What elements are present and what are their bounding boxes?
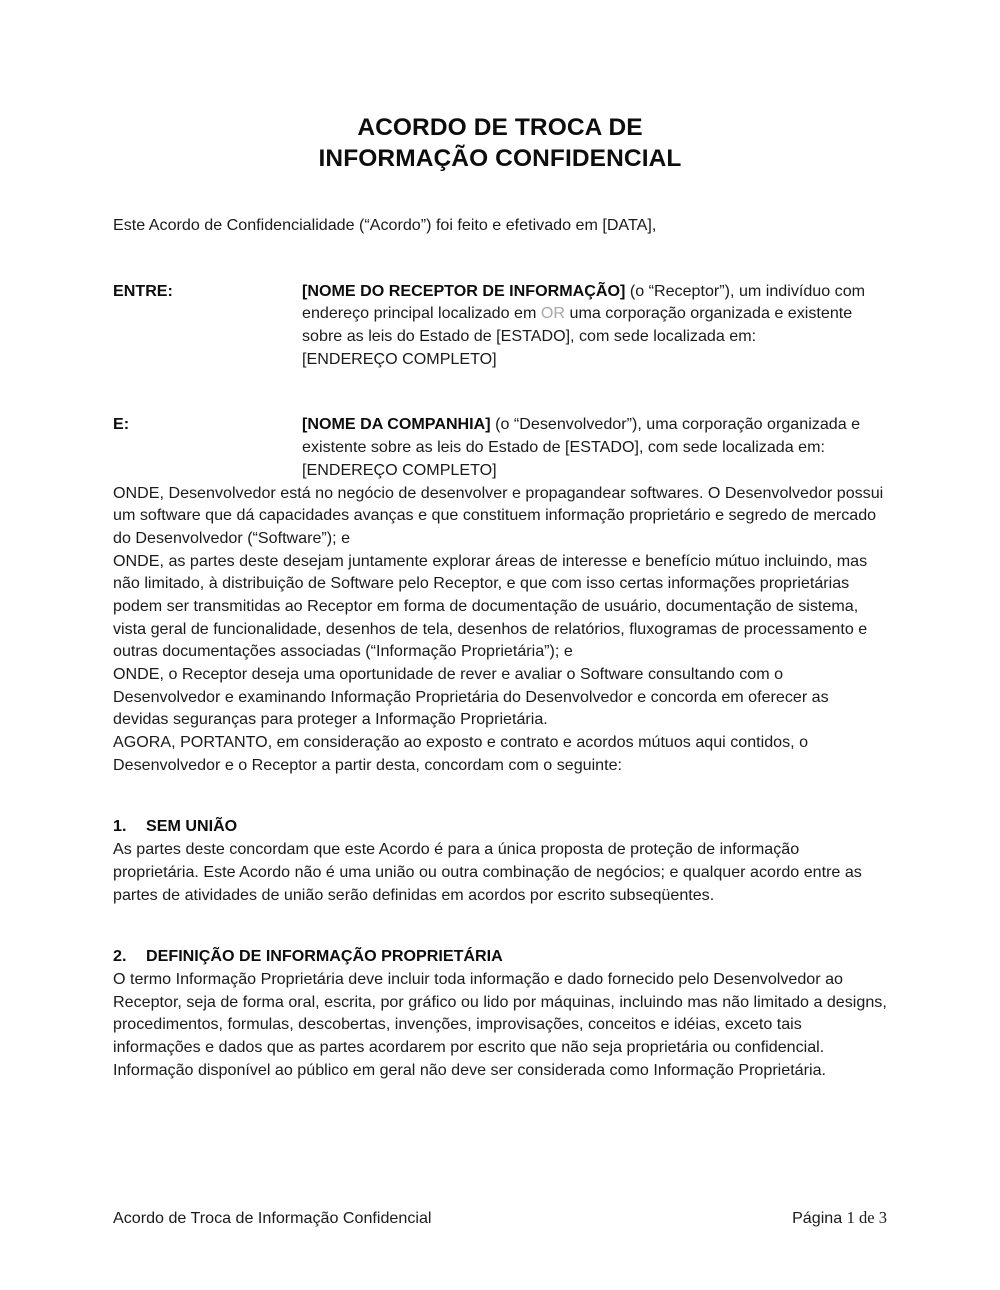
section-2-title: DEFINIÇÃO DE INFORMAÇÃO PROPRIETÁRIA [146, 947, 503, 966]
party-label-e: E: [113, 415, 130, 434]
section-1-body: As partes deste concordam que este Acordo é para a única proposta de proteção de informação proprietária. Este Acordo não é uma união ou outra combinação de negócios; e qualquer acordo entre as partes de atividades de união serão definidas em acordos por escrito subseqüentes. [113, 840, 862, 904]
section-2-body: O termo Informação Proprietária deve incluir toda informação e dado fornecido pelo Desenvolvedor ao Receptor, seja de forma oral, escrita, por gráfico ou lido por máquinas, incluindo mas não limitado a designs, procedimentos, formulas, descobertas, invenções, improvisações, conceitos e idéias, exceto tais informações e dados que as partes acordarem por escrito que não seja proprietária ou confidencial. Informação disponível ao público em geral não deve ser considerada como Informação Proprietária. [113, 969, 887, 1079]
section-2 [113, 945, 888, 1081]
recital-paragraph-3: ONDE, o Receptor deseja uma oportunidade de rever e avaliar o Software consultando com o Desenvolvedor e examinando Informação Proprietária do Desenvolvedor e concorda em oferecer as devidas seguranças para proteger a Informação Proprietária. [113, 665, 829, 729]
recital-paragraph-1: ONDE, Desenvolvedor está no negócio de desenvolver e propagandear softwares. O Desenvolvedor possui um software que dá capacidades avanças e que constituem informação proprietário e segredo de mercado do Desenvolvedor (“Software”); e [113, 483, 884, 547]
section-1-number: 1. [113, 817, 127, 836]
page-title-line-2: INFORMAÇÃO CONFIDENCIAL [318, 145, 682, 173]
desenvolvedor-address-placeholder: [ENDEREÇO COMPLETO] [302, 460, 497, 479]
section-1-title: SEM UNIÃO [146, 817, 238, 836]
party-description-desenvolvedor [302, 413, 888, 458]
section-1-heading [113, 815, 888, 838]
footer-page-counter: 1 de 3 [846, 1208, 887, 1227]
party-label-entre: ENTRE: [113, 281, 173, 300]
receptor-address-placeholder: [ENDEREÇO COMPLETO] [302, 349, 497, 368]
footer-page-word: Página [792, 1209, 843, 1227]
document-body [113, 214, 888, 1081]
recital-paragraph-2: ONDE, as partes deste desejam juntamente explorar áreas de interesse e benefício mútuo incluindo, mas não limitado, à distribuição de Software pelo Receptor, e que com isso certas informações proprietárias podem ser transmitidas ao Receptor em forma de documentação de usuário, documentação de sistema, vista geral de funcionalidade, desenhos de tela, desenhos de relatórios, fluxogramas de processamento e outras documentações associadas (“Informação Proprietária”); e [113, 551, 868, 661]
receptor-name-placeholder: [NOME DO RECEPTOR DE INFORMAÇÃO] [302, 281, 626, 300]
receptor-text-before-or: (o “Receptor”), um indivíduo com endereço principal localizado em [302, 281, 866, 323]
page-title-line-1: ACORDO DE TROCA DE [357, 114, 643, 141]
companhia-name-placeholder: [NOME DA COMPANHIA] [302, 415, 491, 434]
party-body-receptor [302, 280, 888, 371]
party-body-desenvolvedor [302, 413, 888, 481]
intro-paragraph: Este Acordo de Confidencialidade (“Acordo”) foi feito e efetivado em [DATA], [113, 216, 657, 234]
desenvolvedor-text: (o “Desenvolvedor”), uma corporação organizada e existente sobre as leis do Estado de [ESTADO], com sede localizada em: [302, 415, 861, 457]
party-block-receptor [113, 280, 888, 371]
page-footer [113, 1208, 887, 1228]
section-2-number: 2. [113, 947, 127, 966]
page-title [0, 0, 1000, 175]
footer-document-name: Acordo de Troca de Informação Confidencial [113, 1209, 432, 1227]
party-description-receptor [302, 280, 888, 348]
section-2-heading [113, 945, 888, 968]
or-token: OR [540, 304, 566, 323]
now-therefore-paragraph: AGORA, PORTANTO, em consideração ao exposto e contrato e acordos mútuos aqui contidos, o Desenvolvedor e o Receptor a partir desta, concordam com o seguinte: [113, 733, 809, 774]
receptor-text-after-or: uma corporação organizada e existente sobre as leis do Estado de [ESTADO], com sede localizada em: [302, 304, 853, 346]
footer-page-number [792, 1208, 887, 1228]
party-block-desenvolvedor [113, 413, 888, 481]
section-1 [113, 815, 888, 906]
